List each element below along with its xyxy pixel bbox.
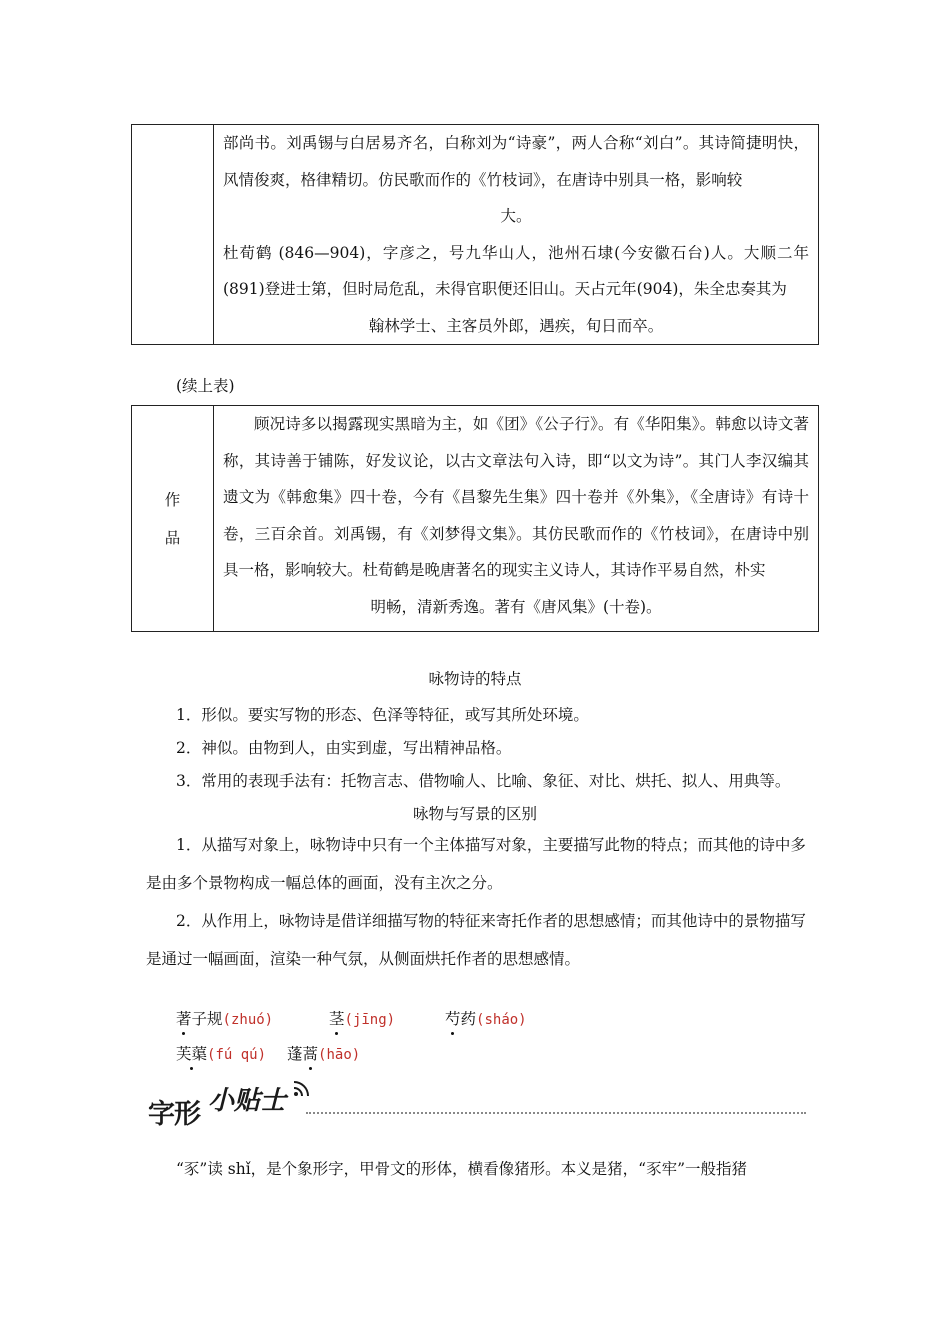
table1-p1-end: 大。	[500, 207, 532, 225]
pron-item-2: 茎(jīng)	[329, 1010, 396, 1028]
table2-side-cell	[132, 406, 214, 632]
tip-banner-subtitle: 小贴士	[208, 1086, 287, 1116]
pinyin: (fú qú)	[207, 1047, 267, 1063]
tip-banner-dotted-rule	[306, 1112, 806, 1114]
works-table	[131, 405, 819, 632]
table2-body: 顾况诗多以揭露现实黑暗为主，如《团》《公子行》。有《华阳集》。韩愈以诗文著称，其诗善于铺陈，好发议论，以古文章法句入诗，即“以文为诗”。其门人李汉编其遗文为《韩愈集》四十卷，今有《昌黎先生集》四十卷并《外集》，《全唐诗》有诗十卷，三百余首。刘禹锡，有《刘梦得文集》。其仿民歌而作的《竹枝词》，在唐诗中别具一格，影响较大。杜荀鹤是晚唐著名的现实主义诗人，其诗作平易自然，朴实	[223, 415, 809, 579]
tip-banner	[146, 1078, 806, 1128]
pinyin: (hāo)	[318, 1047, 361, 1063]
pinyin: (jīng)	[344, 1012, 396, 1028]
pron-item-4: 芙蕖(fú qú)	[176, 1045, 267, 1063]
table2-side-label-1: 作	[164, 490, 181, 509]
section2-title: 咏物与写景的区别	[412, 805, 537, 823]
table1-content-cell	[214, 125, 819, 345]
table2-content-cell	[214, 406, 819, 632]
continued-label: (续上表)	[176, 377, 235, 395]
section2-p1: 1．从描写对象上，咏物诗中只有一个主体描写对象，主要描写此物的特点；而其他的诗中多是由多个景物构成一幅总体的画面，没有主次之分。	[146, 836, 806, 892]
last-paragraph: “豕”读 shǐ，是个象形字，甲骨文的形体，横看像猪形。本义是猪，“豕牢”一般指猪	[176, 1160, 748, 1178]
section1-item-3: 3．常用的表现手法有：托物言志、借物喻人、比喻、象征、对比、烘托、拟人、用典等。	[176, 772, 791, 790]
pinyin: (zhuó)	[222, 1012, 274, 1028]
section2-p2: 2．从作用上，咏物诗是借详细描写物的特征来寄托作者的思想感情；而其他诗中的景物描写是通过一幅画面，渲染一种气氛，从侧面烘托作者的思想感情。	[146, 912, 806, 968]
table2-side-label-2: 品	[164, 528, 181, 547]
table1-side-cell	[132, 125, 214, 345]
section1-item-1: 1．形似。要实写物的形态、色泽等特征，或写其所处环境。	[176, 706, 589, 724]
signal-icon	[292, 1078, 312, 1098]
author-table-continued	[131, 124, 819, 345]
pron-item-5: 蓬蒿(hāo)	[287, 1045, 361, 1063]
pron-item-3: 芍药(sháo)	[445, 1010, 527, 1028]
section1-item-2: 2．神似。由物到人，由实到虚，写出精神品格。	[176, 739, 512, 757]
pinyin: (sháo)	[476, 1012, 527, 1028]
tip-banner-title: 字形	[148, 1099, 200, 1130]
table1-p2-end: 翰林学士、主客员外郎，遇疾，旬日而卒。	[368, 316, 664, 335]
table1-p1: 部尚书。刘禹锡与白居易齐名，白称刘为“诗豪”，两人合称“刘白”。其诗简捷明快，风情俊爽，格律精切。仿民歌而作的《竹枝词》，在唐诗中别具一格，影响较	[223, 134, 809, 189]
table2-body-end: 明畅，清新秀逸。著有《唐风集》(十卷)。	[370, 597, 662, 616]
table1-p2: 杜荀鹤 (846—904)，字彦之，号九华山人，池州石埭(今安徽石台)人。大顺二年(891)登进士第，但时局危乱，未得官职便还旧山。天占元年(904)，朱全忠奏其为	[223, 243, 809, 298]
section1-title: 咏物诗的特点	[428, 670, 522, 688]
pron-item-1: 著子规(zhuó)	[176, 1010, 274, 1028]
